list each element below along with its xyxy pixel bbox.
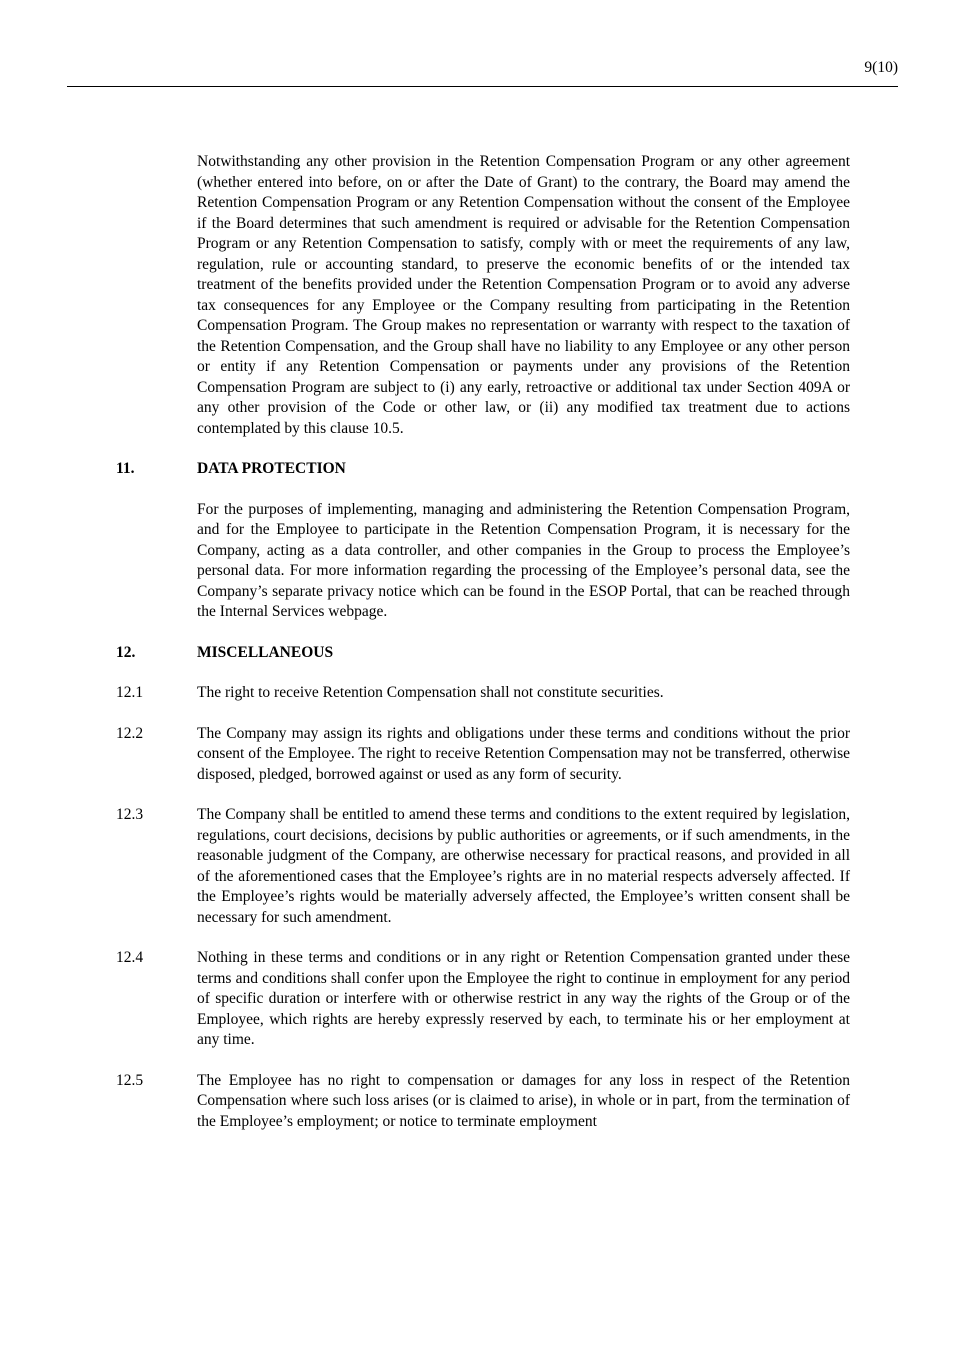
section-title: MISCELLANEOUS [197, 643, 334, 661]
section-title: DATA PROTECTION [197, 460, 346, 477]
clause-number: 12.3 [116, 806, 144, 823]
clause-number: 12.5 [116, 1071, 144, 1089]
header-divider [67, 86, 898, 87]
section-11-body: For the purposes of implementing, managing and administering the Retention Compensation Program, and for the Employee to participate in the Retention Compensation Program, it is necessary for the Company, acting as a data controller, and other companies in the Group to process the Employee’s personal data. For more information regarding the processing of the Employee’s personal data, see the Company’s separate privacy notice which can be found in the ESOP Portal, that can be reached through the Internal Services webpage. [197, 500, 850, 620]
clause-12-3 [0, 805, 965, 928]
clause-12-4 [0, 948, 965, 1051]
page-number: 9(10) [864, 59, 898, 76]
clause-text: The Company may assign its rights and obligations under these terms and conditions without the prior consent of the Employee. The right to receive Retention Compensation may not be transferred, otherwise disposed, pledged, borrowed against or used as any form of security. [197, 724, 850, 783]
intro-paragraph: Notwithstanding any other provision in the Retention Compensation Program or any other agreement (whether entered into before, on or after the Date of Grant) to the contrary, the Board may amend the Retention Compensation Program or any Retention Compensation without the consent of the Employee if the Board determines that such amendment is required or advisable for the Retention Compensation Program or any Retention Compensation to satisfy, comply with or meet the requirements of any law, regulation, rule or accounting standard, to preserve the economic benefits of or the intended tax treatment of the benefits provided under the Retention Compensation Program or to avoid any adverse tax consequences for any Employee or the Company resulting from participating in the Retention Compensation Program. The Group makes no representation or warranty with respect to the taxation of the Retention Compensation, and the Group shall have no liability to any Employee or any other person or entity if any Retention Compensation or payments under any provisions of the Retention Compensation Program are subject to (i) any early, retroactive or additional tax under Section 409A or any other provision of the Code or other law, or (ii) any modified tax treatment due to actions contemplated by this clause 10.5. [197, 153, 850, 437]
clause-text: The right to receive Retention Compensation shall not constitute securities. [197, 684, 664, 701]
clause-12-1 [0, 683, 965, 704]
clause-number: 12.2 [116, 724, 144, 742]
document-body [0, 152, 965, 1132]
clause-text: The Company shall be entitled to amend these terms and conditions to the extent required by legislation, regulations, court decisions, decisions by public authorities or agreements, or if such amendments, in the reasonable judgment of the Company, are otherwise necessary for practical reasons, and provided in all of the aforementioned cases that the Employee’s rights are in no material respects adversely affected. If the Employee’s rights would be materially adversely affected, the Employee’s written consent shall be necessary for such amendment. [197, 806, 850, 926]
section-11-heading [0, 459, 965, 480]
clause-12-2 [0, 724, 965, 786]
clause-text: The Employee has no right to compensation or damages for any loss in respect of the Retention Compensation where such loss arises (or is claimed to arise), in whole or in part, from the termination of the Employee’s employment; or notice to terminate employment [197, 1071, 850, 1130]
clause-number: 12.4 [116, 949, 144, 966]
clause-12-5 [0, 1071, 965, 1133]
section-number: 12. [116, 643, 136, 661]
section-12-heading [0, 643, 965, 664]
clause-text: Nothing in these terms and conditions or in any right or Retention Compensation granted under these terms and conditions shall confer upon the Employee the right to continue in employment for any period of specific duration or interfere with or otherwise restrict in any way the rights of the Group or of the Employee, which rights are hereby expressly reserved by each, to terminate his or her employment at any time. [197, 949, 850, 1048]
section-number: 11. [116, 460, 135, 477]
clause-number: 12.1 [116, 684, 144, 701]
